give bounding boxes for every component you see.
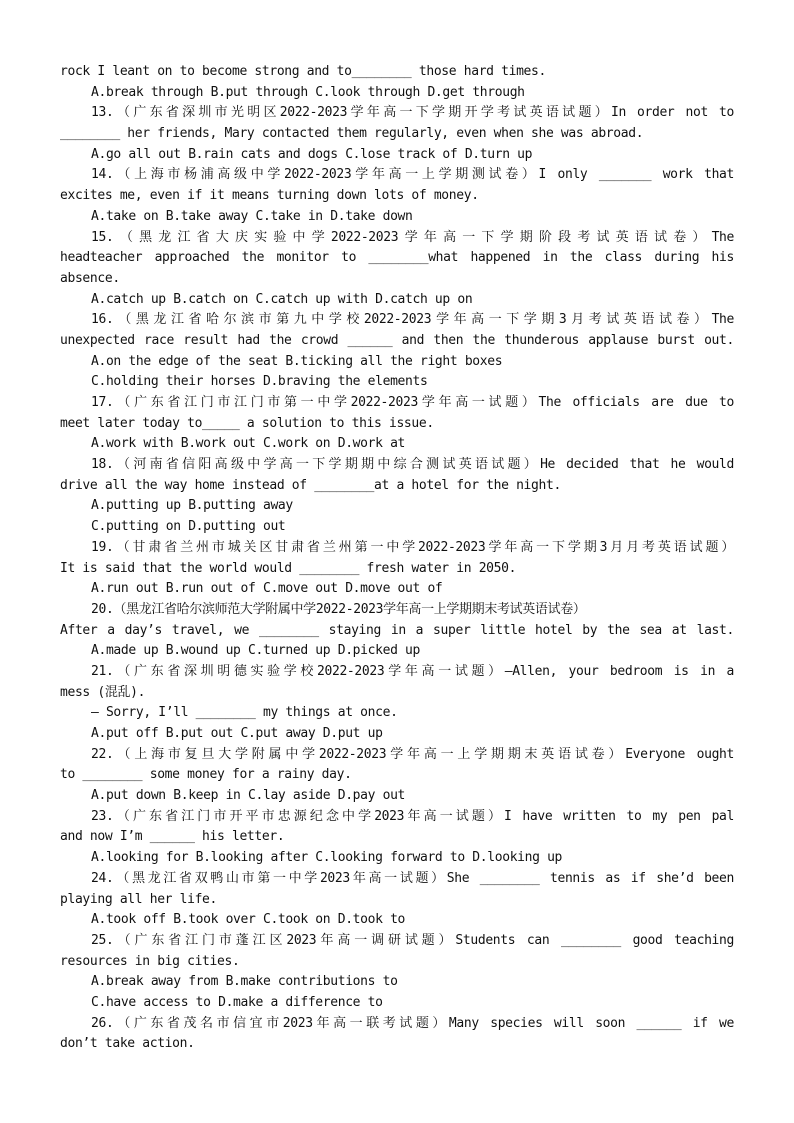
- text-line: unexpected race result had the crowd ______ and then the thunderous applause burst out.: [60, 332, 734, 348]
- text-line: A.go all out B.rain cats and dogs C.lose track of D.turn up: [91, 146, 533, 162]
- text-line: After a day’s travel, we ________ staying in a super little hotel by the sea at last.: [60, 622, 734, 638]
- text-line: 24.（黑龙江省双鸭山市第一中学2023年高一试题）She ________ tennis as if she’d been: [91, 870, 734, 886]
- text-line: 18.（河南省信阳高级中学高一下学期期中综合测试英语试题）He decided that he would: [91, 457, 734, 473]
- text-line: A.took off B.took over C.took on D.took to: [91, 912, 406, 928]
- text-line: A.put off B.put out C.put away D.put up: [91, 726, 383, 741]
- text-line: 21.（广东省深圳明德实验学校2022-2023学年高一试题）—Allen, your bedroom is in a: [91, 663, 734, 679]
- text-line: 25.（广东省江门市蓬江区2023年高一调研试题）Students can ________ good teaching: [91, 932, 734, 948]
- text-line: 16.（黑龙江省哈尔滨市第九中学校2022-2023学年高一下学期3月考试英语试卷）The: [91, 312, 734, 328]
- text-line: C.holding their horses D.braving the elements: [91, 374, 428, 390]
- text-line: 22.（上海市复旦大学附属中学2022-2023学年高一上学期期末英语试卷）Everyone ought: [91, 746, 734, 762]
- text-line: ________ her friends, Mary contacted them regularly, even when she was abroad.: [60, 126, 644, 142]
- text-line: rock I leant on to become strong and to________ those hard times.: [60, 64, 546, 79]
- text-line: and now I’m ______ his letter.: [60, 829, 285, 845]
- text-line: A.catch up B.catch on C.catch up with D.catch up on: [91, 291, 473, 307]
- text-line: A.work with B.work out C.work on D.work at: [91, 436, 406, 452]
- text-line: don’t take action.: [60, 1036, 195, 1052]
- text-line: drive all the way home instead of ________at a hotel for the night.: [60, 477, 561, 493]
- text-line: A.take on B.take away C.take in D.take down: [91, 208, 413, 224]
- text-line: meet later today to_____ a solution to this issue.: [60, 415, 434, 431]
- text-line: A.looking for B.looking after C.looking forward to D.looking up: [91, 850, 563, 866]
- text-line: C.have access to D.make a difference to: [91, 994, 383, 1010]
- text-line: 14.（上海市杨浦高级中学2022-2023学年高一上学期测试卷）I only _______ work that: [91, 167, 734, 183]
- text-line: excites me, even if it means turning down lots of money.: [60, 188, 479, 204]
- text-line: headteacher approached the monitor to ________what happened in the class during his: [60, 250, 734, 266]
- text-line: to ________ some money for a rainy day.: [60, 767, 352, 783]
- text-line: playing all her life.: [60, 891, 218, 907]
- text-line: absence.: [60, 270, 120, 286]
- text-line: A.break away from B.make contributions to: [91, 974, 398, 990]
- text-line: — Sorry, I’ll ________ my things at once.: [91, 705, 398, 721]
- text-line: 26.（广东省茂名市信宜市2023年高一联考试题）Many species will soon ______ if we: [91, 1015, 734, 1031]
- text-line: mess (混乱).: [60, 684, 146, 700]
- text-line: 20.（黑龙江省哈尔滨师范大学附属中学2022-2023学年高一上学期期末考试英语试卷）: [91, 601, 586, 617]
- text-line: 15.（黑龙江省大庆实验中学2022-2023学年高一下学期阶段考试英语试卷）The: [91, 229, 734, 245]
- text-line: resources in big cities.: [60, 953, 240, 969]
- text-line: 23.（广东省江门市开平市忠源纪念中学2023年高一试题）I have written to my pen pal: [91, 808, 734, 824]
- text-line: A.on the edge of the seat B.ticking all the right boxes: [91, 353, 503, 369]
- text-line: 17.（广东省江门市江门市第一中学2022-2023学年高一试题）The officials are due to: [91, 395, 734, 410]
- text-line: C.putting on D.putting out: [91, 519, 286, 535]
- text-line: A.putting up B.putting away: [91, 498, 293, 514]
- text-line: A.put down B.keep in C.lay aside D.pay out: [91, 788, 406, 804]
- text-line: It is said that the world would ________ fresh water in 2050.: [60, 560, 517, 576]
- text-line: A.made up B.wound up C.turned up D.picked up: [91, 643, 420, 659]
- document-page: [0, 62, 794, 1055]
- text-line: A.run out B.run out of C.move out D.move out of: [91, 581, 443, 597]
- text-line: A.break through B.put through C.look through D.get through: [91, 84, 525, 100]
- text-line: 19.（甘肃省兰州市城关区甘肃省兰州第一中学2022-2023学年高一下学期3月月考英语试题）: [91, 539, 734, 555]
- text-line: 13.（广东省深圳市光明区2022-2023学年高一下学期开学考试英语试题）In order not to: [91, 105, 734, 121]
